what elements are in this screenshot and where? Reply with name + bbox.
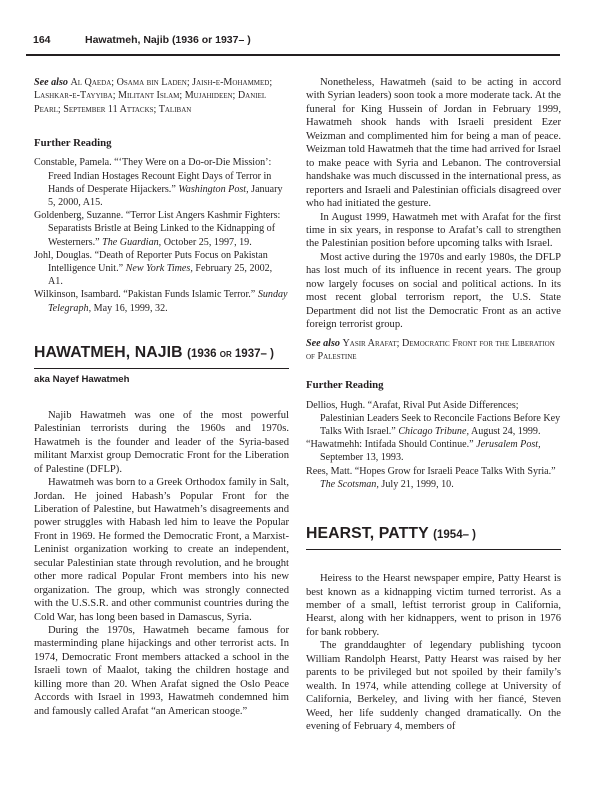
entry-heading-hearst — [306, 525, 561, 550]
continued-body — [306, 76, 561, 332]
body-paragraph: The granddaughter of legendary publishing tycoon William Randolph Hearst, Patty Hearst was raised by her parents to be privileged but not spoiled by their family’s wealth. In 1974, while attending college at University of California, Berkeley, and living with her fiancé, Steven Weed, her life suddenly changed dramatically. On the evening of February 4, members of — [306, 640, 561, 733]
running-title: Hawatmeh, Najib (1936 or 1937– ) — [85, 34, 251, 46]
body-paragraph: During the 1970s, Hawatmeh became famous for masterminding plane hijackings and other terrorist acts. In 1974, Democratic Front members attacked a school in the Israeli town of Maalot, taking the children hostage and killing more than 20. When Arafat signed the Oslo Peace Accords with Israel in 1993, Hawatmeh condemned him and famously called Arafat “an American stooge.” — [34, 625, 289, 717]
see-also-hawatmeh — [306, 337, 561, 364]
entry-body — [34, 409, 289, 718]
entry-aka: aka Nayef Hawatmeh — [34, 373, 130, 385]
further-reading-list — [34, 156, 289, 314]
reference-item: Constable, Pamela. “‘They Were on a Do-or-Die Mission’: Freed Indian Hostages Recount Eight Days of Terror in Hands of Desperate Hijackers.” Washington Post, January 5, 2000, A15. — [34, 157, 283, 208]
further-reading-heading: Further Reading — [306, 379, 384, 392]
see-also-label: See also — [34, 77, 68, 88]
reference-item: Dellios, Hugh. “Arafat, Rival Put Aside Differences; Palestinian Leaders Seek to Reconcile Factions Before Key Talks With Israel.” Chicago Tribune, August 24, 1999. — [306, 399, 561, 438]
reference-item: Wilkinson, Isambard. “Pakistan Funds Islamic Terror.” Sunday Telegraph, May 16, 1999, 32. — [34, 289, 288, 314]
entry-name: HEARST, PATTY — [306, 525, 429, 543]
reference-item: Rees, Matt. “Hopes Grow for Israeli Peace Talks With Syria.” The Scotsman, July 21, 1999, 10. — [306, 465, 556, 490]
body-paragraph: Most active during the 1970s and early 1980s, the DFLP has lost much of its influence in recent years. The group now largely focuses on social and political actions. In its most recent global terrorism report, the U.S. State Department did not list the Democratic Front as an active foreign terrorist group. — [306, 251, 561, 331]
body-paragraph: In August 1999, Hawatmeh met with Arafat for the first time in six years, in response to Arafat’s call to strengthen the Palestinian position before upcoming talks with Israel. — [306, 211, 561, 250]
entry-heading-hawatmeh — [34, 344, 289, 369]
running-header — [26, 30, 560, 56]
see-also-label: See also — [306, 337, 340, 349]
body-paragraph: Nonetheless, Hawatmeh (said to be acting in accord with Syrian leaders) soon took a more moderate tack. At the funeral for King Hussein of Jordan in February 1999, Hawatmeh shook hands with Israeli president Ezer Weizman and complimented him for being a man of peace. Weizman told Hawatmeh that the time had arrived for Israel to make peace with Syria and Lebanon. The controversial handshake was much discussed in the international press, as reporters and Israeli and Palestinian officials disagreed over who had initiated the gesture. — [306, 77, 561, 210]
reference-item: Goldenberg, Suzanne. “Terror List Angers Kashmir Fighters: Separatists Bristle at Being Linked to the Kidnapping of Westerners.” The Guardian, October 25, 1997, 19. — [34, 210, 281, 248]
reference-item: “Hawatmehh: Intifada Should Continue.” Jerusalem Post, September 13, 1993. — [306, 439, 541, 464]
see-also-refs: Yasir Arafat; Democratic Front for the Liberation of Palestine — [306, 337, 555, 362]
left-column — [34, 76, 289, 718]
see-also-al-qaeda — [34, 76, 289, 116]
body-paragraph: Najib Hawatmeh was one of the most powerful Palestinian terrorists during the 1960s and 1970s. Hawatmeh is the founder and leader of the Syria-based militant Marxist group Democratic Front for the Liberation of Palestine (DFLP). — [34, 409, 289, 475]
entry-name: HAWATMEH, NAJIB — [34, 343, 183, 361]
reference-item: Johl, Douglas. “Death of Reporter Puts Focus on Pakistan Intelligence Unit.” New York Times, February 25, 2002, A1. — [34, 249, 273, 288]
page-number: 164 — [33, 34, 51, 46]
body-paragraph: Heiress to the Hearst newspaper empire, Patty Hearst is best known as a kidnapping victim turned terrorist. As a member of a small, leftist terrorist group in California, Hearst, along with her kidnappers, went to prison in 1976 for bank robbery. — [306, 573, 561, 638]
further-reading-list — [306, 399, 561, 491]
entry-dates: (1936 or 1937– ) — [187, 347, 274, 360]
entry-dates: (1954– ) — [433, 529, 477, 542]
entry-body — [306, 572, 561, 733]
see-also-refs: Al Qaeda; Osama bin Laden; Jaish-e-Mohammed; Lashkar-e-Tayyiba; Militant Islam; Mujahideen; Daniel Pearl; September 11 Attacks; Taliban — [34, 77, 273, 115]
right-column — [306, 76, 561, 734]
further-reading-heading: Further Reading — [34, 136, 112, 149]
body-paragraph: Hawatmeh was born to a Greek Orthodox family in Salt, Jordan. He joined Habash’s Popular Front for the Liberation of Palestine, but Hawatmeh’s disagreements and power struggles with Habash led him to leave the Popular Front in 1969. He formed the Democratic Front, a Marxist-Leninist organization working to create an independent, secular Palestinian state through revolution, and he brought other more radical Popular Front members into his new organization. The group, which was strongly connected with the U.S.S.R. and other communist countries during the Cold War, has long been based in Damascus, Syria. — [34, 477, 289, 623]
